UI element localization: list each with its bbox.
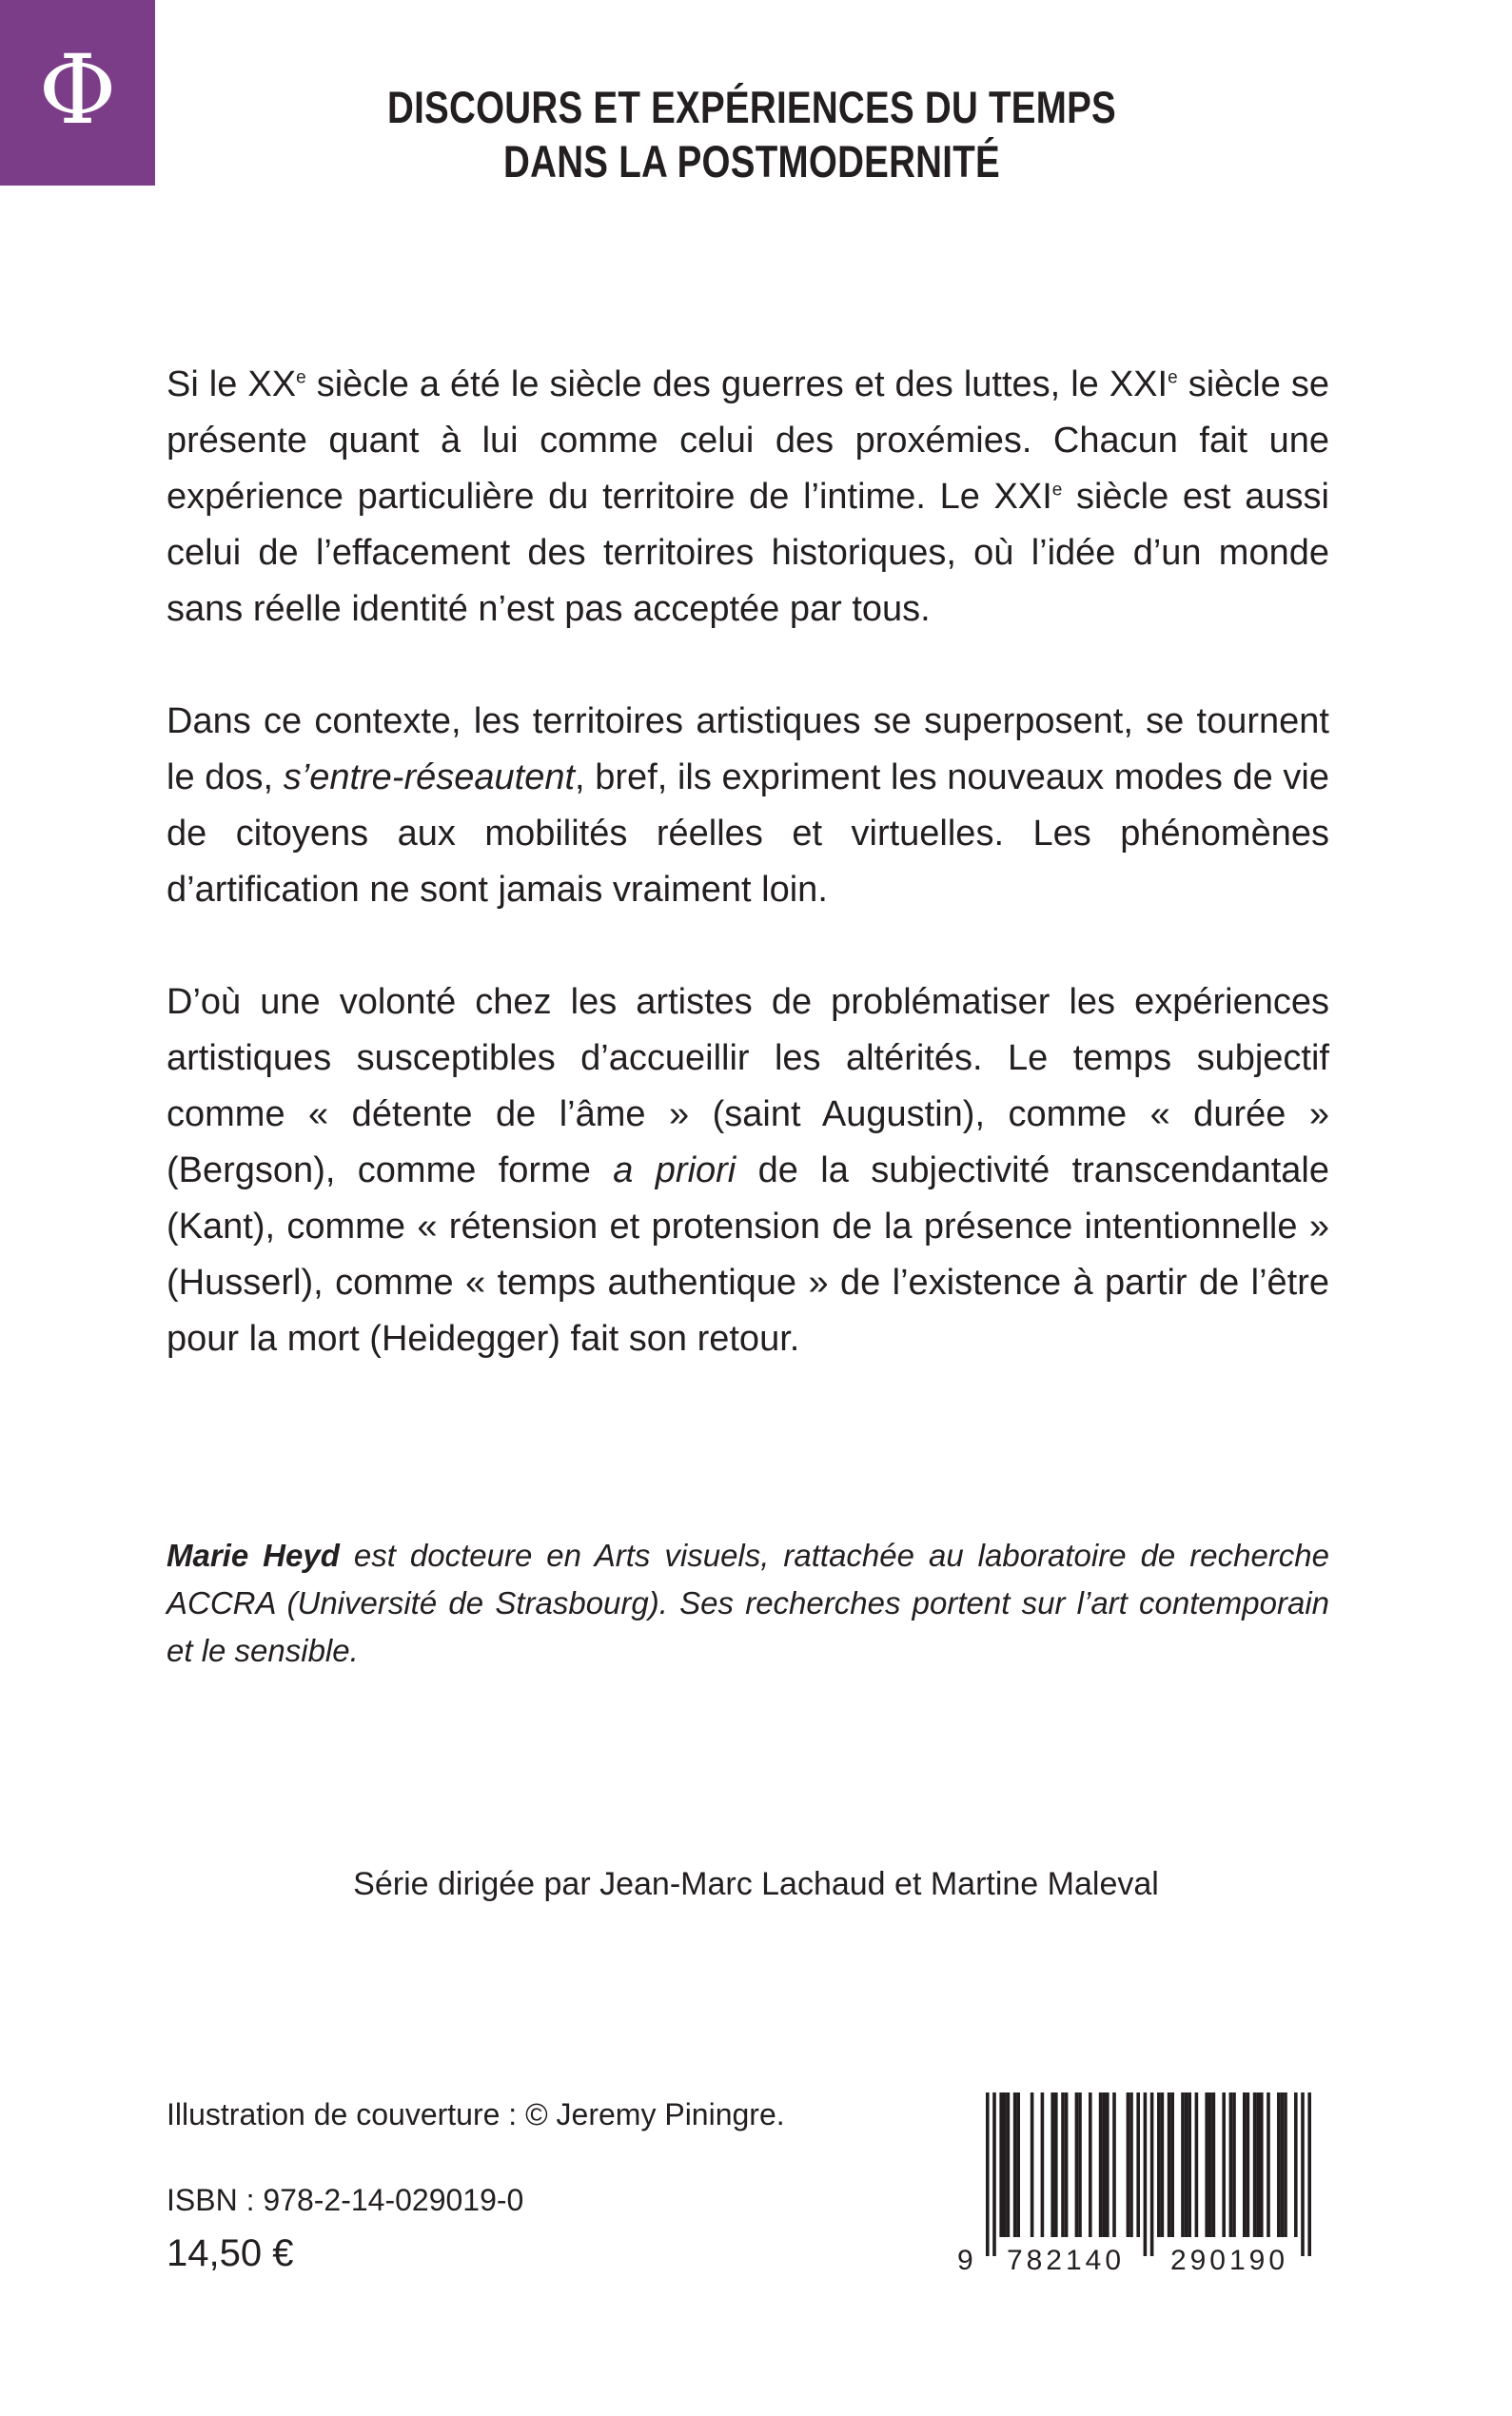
title-line-1: DISCOURS ET EXPÉRIENCES DU TEMPS — [387, 82, 1116, 132]
barcode — [953, 2092, 1334, 2273]
blurb — [167, 357, 1329, 1367]
barcode-bar — [1205, 2092, 1208, 2237]
barcode-bar — [1195, 2092, 1199, 2237]
blurb-paragraph-3 — [167, 974, 1329, 1367]
blurb-paragraph-1 — [167, 357, 1329, 638]
barcode-bar — [1301, 2092, 1305, 2256]
barcode-bar — [1106, 2092, 1109, 2237]
barcode-bar — [1229, 2092, 1233, 2237]
author-bio-text: est docteure en Arts visuels, rattachée au laboratoire de recherche ACCRA (Université de Strasbourg). Ses recherches portent sur l’art contemporain et le sensible. — [167, 1538, 1329, 1668]
barcode-bar — [1188, 2092, 1191, 2237]
barcode-bar — [1253, 2092, 1257, 2237]
barcode-bar — [1170, 2092, 1174, 2237]
barcode-bar — [1031, 2092, 1034, 2237]
text-run: , bref, ils expriment les nouveaux modes de vie de citoyens aux mobilités réelles et virtuelles. Les phénomènes d’artification ne sont jamais vraiment loin. — [167, 757, 1329, 910]
barcode-bar — [1260, 2092, 1264, 2237]
barcode-bar — [1054, 2092, 1058, 2237]
barcode-bar — [1232, 2092, 1236, 2237]
barcode-bar — [986, 2092, 990, 2256]
barcode-bar — [1078, 2092, 1082, 2237]
barcode-bar — [1168, 2092, 1171, 2237]
barcode-bar — [1150, 2092, 1154, 2256]
publisher-logo — [0, 0, 155, 186]
text-run: D’où une volonté chez les artistes de problématiser les expériences artistiques susceptibles d’accueillir les altérités. Le temps subjectif comme « détente de l’âme » (saint Augustin), comme « durée » (Bergson), comme forme — [167, 982, 1329, 1190]
barcode-bar — [992, 2092, 996, 2256]
barcode-bar — [1256, 2092, 1260, 2237]
barcode-first-digit: 9 — [957, 2245, 973, 2273]
barcode-bar — [1185, 2092, 1188, 2237]
barcode-bar — [1007, 2092, 1011, 2237]
barcode-bar — [1307, 2092, 1311, 2256]
barcode-bar — [1003, 2092, 1007, 2237]
title-line-2: DANS LA POSTMODERNITÉ — [503, 136, 1000, 187]
barcode-bar — [1243, 2092, 1247, 2237]
barcode-bar — [1208, 2092, 1212, 2237]
barcode-bar — [1157, 2092, 1161, 2237]
superscript: e — [1051, 480, 1063, 501]
author-bio — [167, 1532, 1329, 1675]
barcode-bar — [1247, 2092, 1250, 2237]
text-run: siècle a été le siècle des guerres et des luttes, le XXI — [305, 364, 1168, 404]
barcode-bar — [999, 2092, 1003, 2237]
barcode-bar — [1099, 2092, 1103, 2237]
barcode-left-digits: 782140 — [1006, 2245, 1126, 2273]
cover-credit: Illustration de couverture : © Jeremy Piningre. — [167, 2097, 785, 2131]
barcode-right-digits: 290190 — [1169, 2245, 1289, 2273]
barcode-bar — [1112, 2092, 1116, 2237]
isbn: ISBN : 978-2-14-029019-0 — [167, 2183, 524, 2217]
barcode-bar — [1144, 2092, 1148, 2256]
barcode-bar — [1102, 2092, 1106, 2237]
barcode-bar — [1284, 2092, 1287, 2237]
text-run: Dans ce contexte, les territoires artistiques se superposent, se tournent le dos, — [167, 701, 1329, 797]
barcode-bar — [1212, 2092, 1216, 2237]
text-run: siècle se présente quant à lui comme celui des proxémies. Chacun fait une expérience particulière du territoire de l’intime. Le XXI — [167, 364, 1330, 517]
superscript: e — [1168, 367, 1178, 388]
barcode-bar — [1013, 2092, 1017, 2237]
barcode-bar — [1267, 2092, 1270, 2237]
text-run: de la subjectivité transcendantale (Kant), comme « rétension et protension de la présence intentionnelle » (Husserl), comme « temps authentique » de l’existence à partir de l’être pour la mort (Heidegger) fait son retour. — [167, 1150, 1330, 1359]
barcode-bar — [1294, 2092, 1298, 2237]
barcode-bar — [1136, 2092, 1140, 2237]
barcode-bar — [1222, 2092, 1226, 2237]
text-run: siècle est aussi celui de l’effacement des territoires historiques, où l’idée d’un monde sans réelle identité n’est pas acceptée par tous. — [167, 477, 1329, 629]
barcode-bar — [1281, 2092, 1285, 2237]
barcode-bar — [1065, 2092, 1069, 2237]
text-run: Si le XX — [167, 364, 297, 404]
italic-term: s’entre-réseautent — [283, 757, 576, 797]
blurb-paragraph-2 — [167, 694, 1329, 918]
phi-logo-icon: Φ — [38, 33, 117, 146]
barcode-bar — [1129, 2092, 1133, 2237]
barcode-bars — [986, 2092, 1311, 2256]
barcode-bar — [1277, 2092, 1281, 2237]
author-name: Marie Heyd — [167, 1538, 340, 1573]
price: 14,50 € — [167, 2232, 294, 2274]
series-editors: Série dirigée par Jean-Marc Lachaud et Martine Maleval — [353, 1866, 1159, 1902]
superscript: e — [296, 367, 306, 388]
barcode-bar — [1075, 2092, 1079, 2237]
barcode-bar — [1016, 2092, 1020, 2237]
barcode-bar — [1041, 2092, 1045, 2237]
barcode-bar — [1181, 2092, 1185, 2237]
book-title — [362, 80, 1142, 188]
barcode-bar — [1161, 2092, 1165, 2237]
barcode-bar — [1127, 2092, 1130, 2237]
barcode-bar — [1051, 2092, 1054, 2237]
barcode-bar — [1061, 2092, 1065, 2237]
italic-term: a priori — [613, 1150, 736, 1190]
barcode-bar — [1089, 2092, 1092, 2237]
